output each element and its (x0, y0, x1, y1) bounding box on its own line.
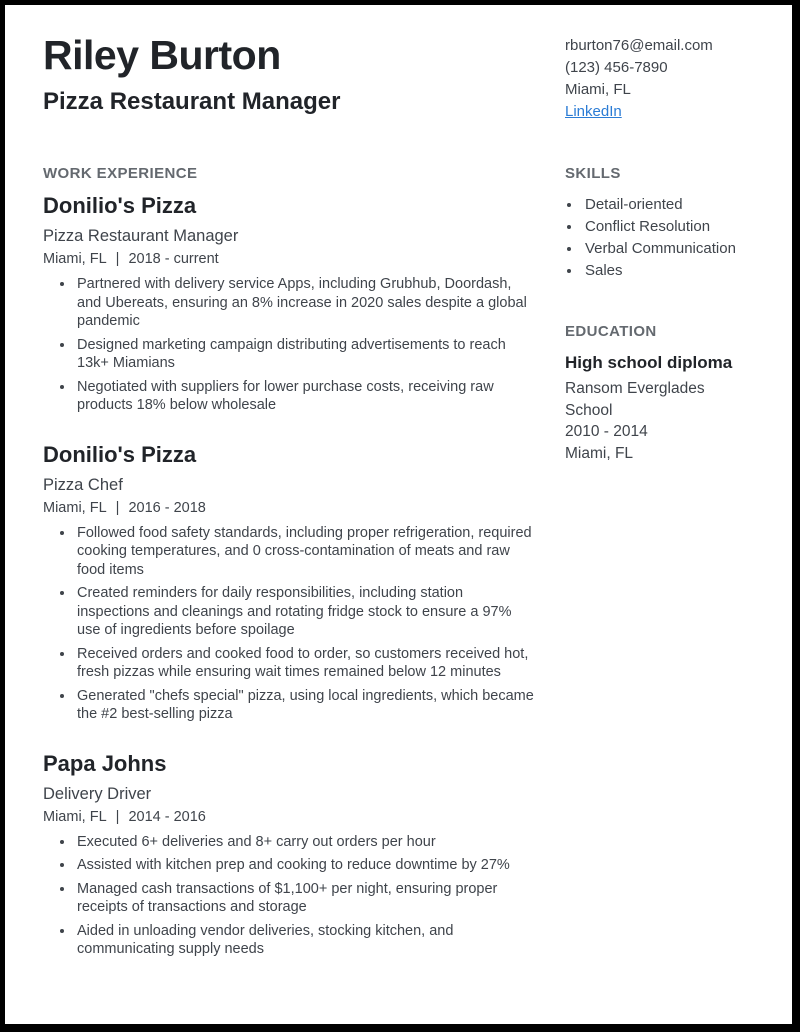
job-dates: 2016 - 2018 (128, 499, 206, 516)
job-meta (43, 808, 537, 826)
job-meta (43, 499, 537, 517)
bullet-item: • Executed 6+ deliveries and 8+ carry out orders per hour (75, 833, 537, 852)
skill-item: • Verbal Communication (582, 238, 747, 260)
job-dates: 2018 - current (128, 251, 219, 267)
education-degree: High school diploma (565, 353, 733, 372)
bullet-list (43, 524, 537, 724)
bullet-list (43, 833, 537, 959)
job-entry (43, 443, 537, 724)
linkedin-link[interactable]: LinkedIn (565, 103, 622, 120)
bullet-item: • Generated "chefs special" pizza, using local ingredients, which became the #2 best-selling pizza (75, 687, 537, 724)
skill-item: • Detail-oriented (582, 194, 747, 216)
meta-separator: | (115, 808, 120, 825)
contact-block (565, 33, 747, 123)
person-job-title: Pizza Restaurant Manager (43, 87, 341, 115)
contact-location: Miami, FL (565, 81, 631, 98)
bullet-item: • Designed marketing campaign distributing advertisements to reach 13k+ Miamians (75, 336, 537, 373)
person-name: Riley Burton (43, 32, 281, 78)
job-company: Papa Johns (43, 750, 167, 776)
job-role: Pizza Restaurant Manager (43, 227, 239, 245)
job-location: Miami, FL (43, 251, 107, 267)
meta-separator: | (115, 251, 120, 267)
bullet-item: • Managed cash transactions of $1,100+ per night, ensuring proper receipts of transactions and storage (75, 880, 537, 917)
education-school: Ransom Everglades School (565, 380, 705, 419)
job-company: Donilio's Pizza (43, 441, 197, 467)
work-experience-section (43, 165, 537, 959)
bullet-item: • Assisted with kitchen prep and cooking to reduce downtime by 27% (75, 856, 537, 875)
bullet-item: • Partnered with delivery service Apps, including Grubhub, Doordash, and Ubereats, ensuring an 8% increase in 2020 sales despite a global pandemic (75, 275, 537, 331)
job-meta (43, 250, 537, 268)
contact-email: rburton76@email.com (565, 37, 713, 54)
resume-content (5, 5, 792, 959)
bullet-item: • Received orders and cooked food to order, so customers received hot, fresh pizzas while ensuring wait times remained below 12 minutes (75, 645, 537, 682)
bullet-item: • Created reminders for daily responsibilities, including station inspections and cleanings and rotating fridge stock to ensure a 97% use of ingredients before spoilage (75, 584, 537, 640)
skills-section (565, 165, 747, 282)
contact-phone: (123) 456-7890 (565, 59, 668, 76)
sidebar (565, 165, 747, 959)
job-location: Miami, FL (43, 808, 107, 825)
education-title: EDUCATION (565, 323, 657, 340)
bullet-item: • Negotiated with suppliers for lower purchase costs, receiving raw products 18% below wholesale (75, 378, 537, 415)
education-location: Miami, FL (565, 444, 634, 462)
work-experience-title: WORK EXPERIENCE (43, 165, 198, 182)
header-name-block (43, 33, 537, 123)
job-entry (43, 752, 537, 959)
skill-item: • Sales (582, 260, 747, 282)
bullet-item: • Followed food safety standards, including proper refrigeration, required cooking temperatures, and 0 cross-contamination of meats and raw food items (75, 524, 537, 580)
job-role: Delivery Driver (43, 784, 152, 803)
education-dates: 2010 - 2014 (565, 423, 648, 440)
meta-separator: | (115, 499, 120, 516)
bullet-item: • Aided in unloading vendor deliveries, stocking kitchen, and communicating supply needs (75, 922, 537, 959)
job-entry (43, 194, 537, 415)
skills-title: SKILLS (565, 165, 621, 182)
job-location: Miami, FL (43, 499, 107, 516)
resume-page (5, 5, 792, 1024)
education-section (565, 323, 747, 464)
job-company: Donilio's Pizza (43, 193, 197, 218)
skill-item: • Conflict Resolution (582, 216, 747, 238)
skill-list (565, 194, 747, 282)
job-dates: 2014 - 2016 (128, 808, 206, 825)
bullet-list (43, 275, 537, 415)
job-role: Pizza Chef (43, 475, 123, 494)
